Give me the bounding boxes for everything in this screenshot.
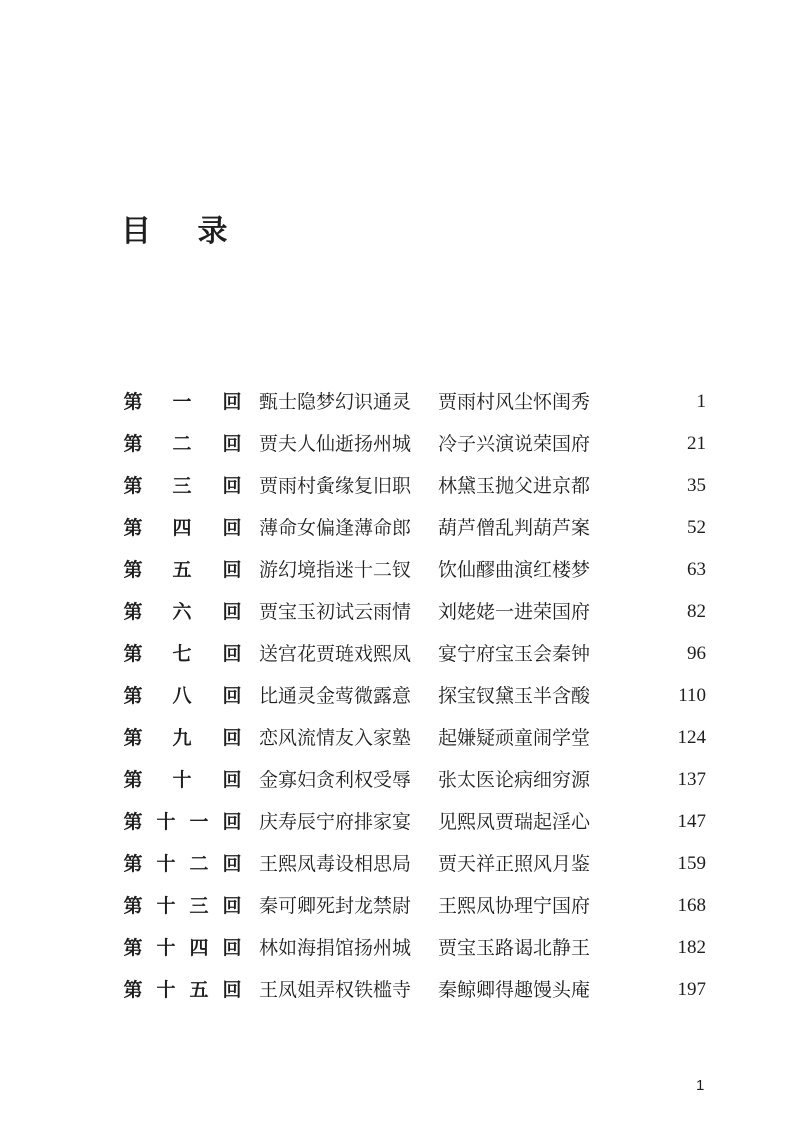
toc-entry[interactable] (122, 885, 706, 927)
chapter-numeral: 十 (156, 979, 176, 1001)
chapter-prefix: 第 (123, 559, 143, 581)
chapter-numeral: 四 (172, 517, 192, 539)
chapter-title-line1: 秦可卿死封龙禁尉 (259, 895, 412, 917)
chapter-title-line2: 刘姥姥一进荣国府 (438, 601, 591, 623)
chapter-suffix: 回 (222, 811, 242, 833)
chapter-numeral: 十 (156, 853, 176, 875)
chapter-numeral: 二 (172, 433, 192, 455)
chapter-numeral: 四 (189, 937, 209, 959)
chapter-title-line1: 王凤姐弄权铁槛寺 (259, 979, 412, 1001)
toc-entry[interactable] (122, 549, 706, 591)
chapter-numeral: 八 (172, 685, 192, 707)
chapter-prefix: 第 (123, 895, 143, 917)
chapter-numeral: 一 (189, 811, 209, 833)
chapter-label (122, 549, 244, 591)
chapter-title-line1: 恋风流情友入家塾 (259, 727, 412, 749)
chapter-title-line2: 林黛玉抛父进京都 (438, 475, 591, 497)
toc-page-number: 63 (687, 559, 706, 580)
table-of-contents (122, 381, 706, 1011)
chapter-title-line1: 游幻境指迷十二钗 (259, 559, 412, 581)
chapter-suffix: 回 (222, 769, 242, 791)
chapter-title-line1: 甄士隐梦幻识通灵 (259, 391, 412, 413)
chapter-label (122, 801, 244, 843)
toc-entry[interactable] (122, 969, 706, 1011)
chapter-label (122, 885, 244, 927)
toc-page-number: 21 (687, 433, 706, 454)
toc-entry[interactable] (122, 423, 706, 465)
chapter-suffix: 回 (222, 643, 242, 665)
chapter-label (122, 717, 244, 759)
chapter-title-line1: 金寡妇贪利权受辱 (259, 769, 412, 791)
toc-entry[interactable] (122, 675, 706, 717)
toc-page-number: 1 (696, 391, 706, 412)
chapter-title-line2: 张太医论病细穷源 (438, 769, 591, 791)
chapter-numeral: 五 (172, 559, 192, 581)
chapter-title-line2: 贾天祥正照风月鉴 (438, 853, 591, 875)
chapter-prefix: 第 (123, 643, 143, 665)
toc-entry[interactable] (122, 927, 706, 969)
chapter-prefix: 第 (123, 853, 143, 875)
chapter-suffix: 回 (222, 559, 242, 581)
toc-entry[interactable] (122, 633, 706, 675)
toc-entry[interactable] (122, 801, 706, 843)
chapter-suffix: 回 (222, 937, 242, 959)
chapter-label (122, 759, 244, 801)
chapter-numeral: 一 (172, 391, 192, 413)
chapter-suffix: 回 (222, 853, 242, 875)
chapter-suffix: 回 (222, 601, 242, 623)
chapter-prefix: 第 (123, 769, 143, 791)
chapter-title-line2: 贾宝玉路谒北静王 (438, 937, 591, 959)
toc-page-number: 137 (677, 769, 706, 790)
page-title: 目 录 (121, 214, 246, 249)
chapter-label (122, 927, 244, 969)
chapter-prefix: 第 (123, 601, 143, 623)
chapter-label (122, 675, 244, 717)
chapter-label (122, 633, 244, 675)
chapter-title-line1: 庆寿辰宁府排家宴 (259, 811, 412, 833)
chapter-suffix: 回 (222, 391, 242, 413)
chapter-label (122, 843, 244, 885)
chapter-title-line2: 起嫌疑顽童闹学堂 (438, 727, 591, 749)
chapter-title-line2: 饮仙醪曲演红楼梦 (438, 559, 591, 581)
chapter-prefix: 第 (123, 685, 143, 707)
toc-page-number: 52 (687, 517, 706, 538)
chapter-suffix: 回 (222, 727, 242, 749)
chapter-prefix: 第 (123, 937, 143, 959)
chapter-prefix: 第 (123, 433, 143, 455)
toc-entry[interactable] (122, 759, 706, 801)
chapter-title-line1: 薄命女偏逢薄命郎 (259, 517, 412, 539)
chapter-title-line2: 见熙凤贾瑞起淫心 (438, 811, 591, 833)
toc-entry[interactable] (122, 591, 706, 633)
toc-page-number: 110 (678, 685, 706, 706)
chapter-numeral: 九 (172, 727, 192, 749)
chapter-suffix: 回 (222, 979, 242, 1001)
chapter-prefix: 第 (123, 475, 143, 497)
toc-page-number: 168 (677, 895, 706, 916)
chapter-title-line2: 葫芦僧乱判葫芦案 (438, 517, 591, 539)
chapter-title-line2: 贾雨村风尘怀闺秀 (438, 391, 591, 413)
chapter-title-line1: 比通灵金莺微露意 (259, 685, 412, 707)
toc-entry[interactable] (122, 843, 706, 885)
toc-page-number: 124 (677, 727, 706, 748)
chapter-numeral: 七 (172, 643, 192, 665)
chapter-numeral: 十 (156, 895, 176, 917)
chapter-numeral: 二 (189, 853, 209, 875)
toc-entry[interactable] (122, 465, 706, 507)
toc-entry[interactable] (122, 717, 706, 759)
chapter-numeral: 三 (189, 895, 209, 917)
chapter-label (122, 423, 244, 465)
toc-page-number: 197 (677, 979, 706, 1000)
chapter-title-line2: 冷子兴演说荣国府 (438, 433, 591, 455)
chapter-numeral: 六 (172, 601, 192, 623)
chapter-numeral: 十 (172, 769, 192, 791)
chapter-numeral: 十 (156, 937, 176, 959)
toc-page-number: 159 (677, 853, 706, 874)
toc-page-number: 182 (677, 937, 706, 958)
toc-page-number: 35 (687, 475, 706, 496)
chapter-suffix: 回 (222, 685, 242, 707)
chapter-numeral: 十 (156, 811, 176, 833)
toc-page-number: 82 (687, 601, 706, 622)
toc-page-number: 147 (677, 811, 706, 832)
chapter-title-line1: 王熙凤毒设相思局 (259, 853, 412, 875)
chapter-title-line1: 送宫花贾琏戏熙凤 (259, 643, 412, 665)
chapter-numeral: 三 (172, 475, 192, 497)
chapter-label (122, 969, 244, 1011)
chapter-suffix: 回 (222, 475, 242, 497)
chapter-title-line1: 贾宝玉初试云雨情 (259, 601, 412, 623)
chapter-title-line1: 贾夫人仙逝扬州城 (259, 433, 412, 455)
chapter-suffix: 回 (222, 517, 242, 539)
chapter-label (122, 465, 244, 507)
chapter-prefix: 第 (123, 517, 143, 539)
chapter-title-line2: 宴宁府宝玉会秦钟 (438, 643, 591, 665)
toc-entry[interactable] (122, 507, 706, 549)
chapter-title-line2: 秦鲸卿得趣馒头庵 (438, 979, 591, 1001)
toc-entry[interactable] (122, 381, 706, 423)
page-number: 1 (696, 1077, 705, 1094)
chapter-prefix: 第 (123, 391, 143, 413)
chapter-label (122, 591, 244, 633)
chapter-prefix: 第 (123, 811, 143, 833)
chapter-title-line1: 林如海捐馆扬州城 (259, 937, 412, 959)
chapter-prefix: 第 (123, 979, 143, 1001)
chapter-label (122, 381, 244, 423)
chapter-numeral: 五 (189, 979, 209, 1001)
chapter-suffix: 回 (222, 895, 242, 917)
chapter-label (122, 507, 244, 549)
chapter-prefix: 第 (123, 727, 143, 749)
chapter-title-line2: 王熙凤协理宁国府 (438, 895, 591, 917)
chapter-suffix: 回 (222, 433, 242, 455)
chapter-title-line2: 探宝钗黛玉半含酸 (438, 685, 591, 707)
chapter-title-line1: 贾雨村夤缘复旧职 (259, 475, 412, 497)
toc-page-number: 96 (687, 643, 706, 664)
